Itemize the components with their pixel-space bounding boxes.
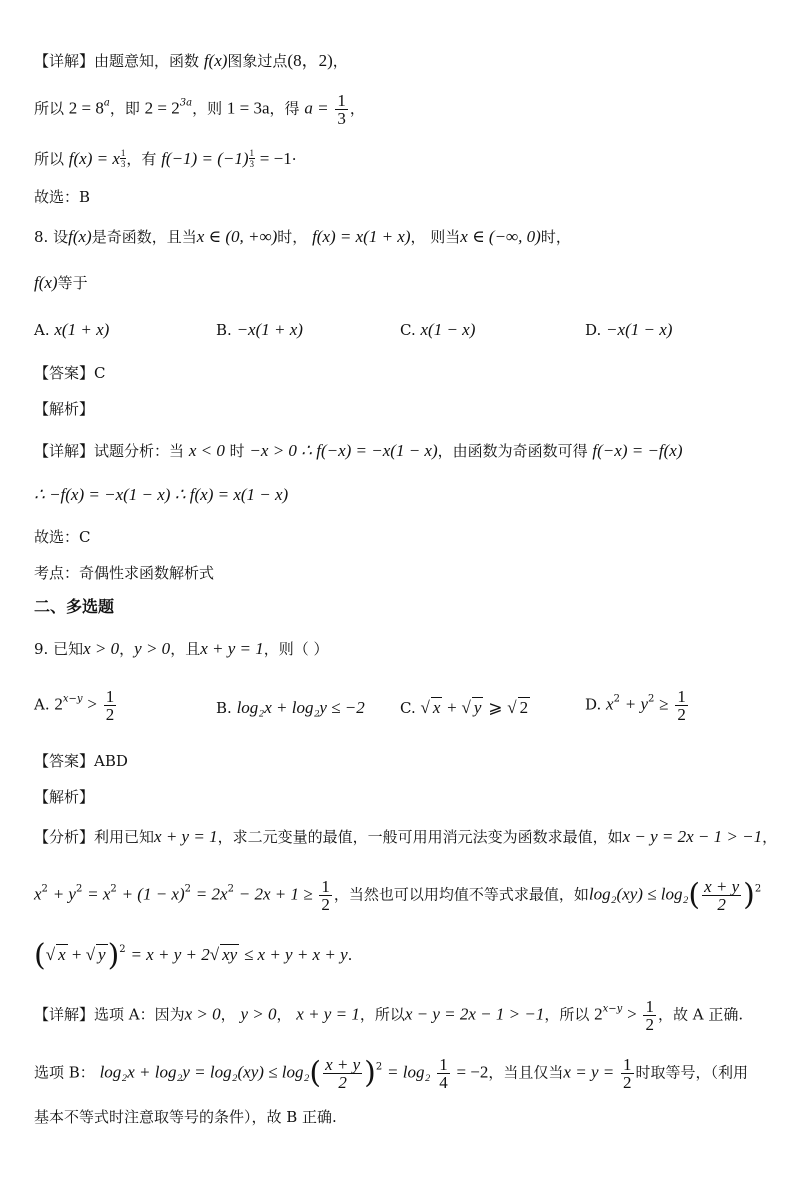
q8-stem-line2: f(x)等于 [34,273,88,292]
fraction-one-third: $\frac{1}{3}$ [337,91,346,128]
q7-detail-line2: 所以 $2 = 8^a$，即 $2 = 2^{3a}$，则 1 = 3a，得 a = $\frac{1}{3}$ ， [34,91,365,128]
q9-fenxi-line1: 【分析】利用已知x + y = 1，求二元变量的最值，一般可用用消元法变为函数求最值，如x − y = 2x − 1 > −1， [34,827,778,846]
q8-option-b[interactable]: B. −x(1 + x) [216,320,303,339]
q9-fenxi-line3: (√ x + √ y)$^2$ = x + y + 2√ xy ≤ x + y + x + y. [34,938,353,973]
q9-fenxi-line2: $x^2 + y^2 = x^2 + (1 - x)^2 = 2x^2 - 2x + 1$ ≥ $\frac{1}{2}$ ，当然也可以用均值不等式求最值，如log₂(xy) ≤ log₂( $\frac{x + y}{2}$ )$^2$ [34,877,762,914]
fraction-quarter: $\frac{1}{4}$ [439,1055,448,1092]
fraction-xy-over-2-b: $\frac{x + y}{2}$ [325,1055,361,1092]
q8-detail-line1: 【详解】试题分析：当 x < 0 时 −x > 0 ∴ f(−x) = −x(1 − x)，由函数为奇函数可得 f(−x) = −f(x) [34,441,683,460]
q9-stem: 9. 已知x > 0，y > 0，且x + y = 1，则（ ） [34,639,329,658]
q8-stem-line1: 8. 设f(x)是奇函数，且当x ∈ (0, +∞)时， f(x) = x(1 + x)， 则当x ∈ (−∞, 0)时， [34,227,571,246]
fraction-half-det: $\frac{1}{2}$ [645,997,654,1034]
q9-detail-b-line1: 选项 B： log₂x + log₂y = log₂(xy) ≤ log₂( $\frac{x + y}{2}$ )$^2$ = log₂ $\frac{1}{4}$ = −2，当且仅当x = y = $\frac{1}{2}$ 时取等号，（利用 [34,1055,749,1092]
q8-answer: 【答案】C [34,364,106,382]
q7-choose: 故选：B [34,188,91,206]
q8-analysis-tag: 【解析】 [34,400,95,418]
q8-option-d[interactable]: D. −x(1 − x) [585,320,673,339]
q7-detail-line1: 【详解】由题意知，函数 f(x)图象过点(8，2)， [34,51,348,70]
q8-choose: 故选：C [34,528,91,546]
fraction-half-d: $\frac{1}{2}$ [677,687,686,724]
q7-detail-line3: 所以 f(x) = x $\frac{1}{3}$ ，有 f(−1) = (−1) $\frac{1}{3}$ = −1· [34,148,297,169]
exp-one-third: $\frac{1}{3}$ [120,148,126,169]
q9-option-d[interactable]: D. $x^2 + y^2$ ≥ $\frac{1}{2}$ [585,687,686,724]
fraction-xy-over-2: $\frac{x + y}{2}$ [704,877,740,914]
q9-option-c[interactable]: C. √ x + √ y ⩾ √ 2 [400,698,529,717]
q8-option-a[interactable]: A. x(1 + x) [34,320,110,339]
q9-analysis-tag: 【解析】 [34,788,95,806]
q8-detail-line2: ∴ −f(x) = −x(1 − x) ∴ f(x) = x(1 − x) [34,485,289,504]
fraction-half: $\frac{1}{2}$ [105,687,115,724]
q9-detail-a: 【详解】选项 A：因为x > 0， y > 0， x + y = 1，所以x − y = 2x − 1 > −1，所以 $2^{x-y}$ > $\frac{1}{2}$ ，故 A 正确. [34,997,744,1034]
q8-option-c[interactable]: C. x(1 − x) [400,320,476,339]
q9-detail-b-line2: 基本不等式时注意取等号的条件），故 B 正确. [34,1108,337,1126]
q9-option-a[interactable]: A. $2^{x-y}$ > $\frac{1}{2}$ [34,687,115,724]
q9-option-b[interactable]: B. log₂x + log₂y ≤ −2 [216,698,365,717]
section-title-multi-choice: 二、多选题 [34,597,115,616]
q8-kaodian: 考点：奇偶性求函数解析式 [34,564,215,582]
fraction-half-b: $\frac{1}{2}$ [623,1055,632,1092]
exp-one-third-2: $\frac{1}{3}$ [249,148,254,169]
q9-answer: 【答案】ABD [34,752,128,770]
fraction-half-l2: $\frac{1}{2}$ [321,877,330,914]
